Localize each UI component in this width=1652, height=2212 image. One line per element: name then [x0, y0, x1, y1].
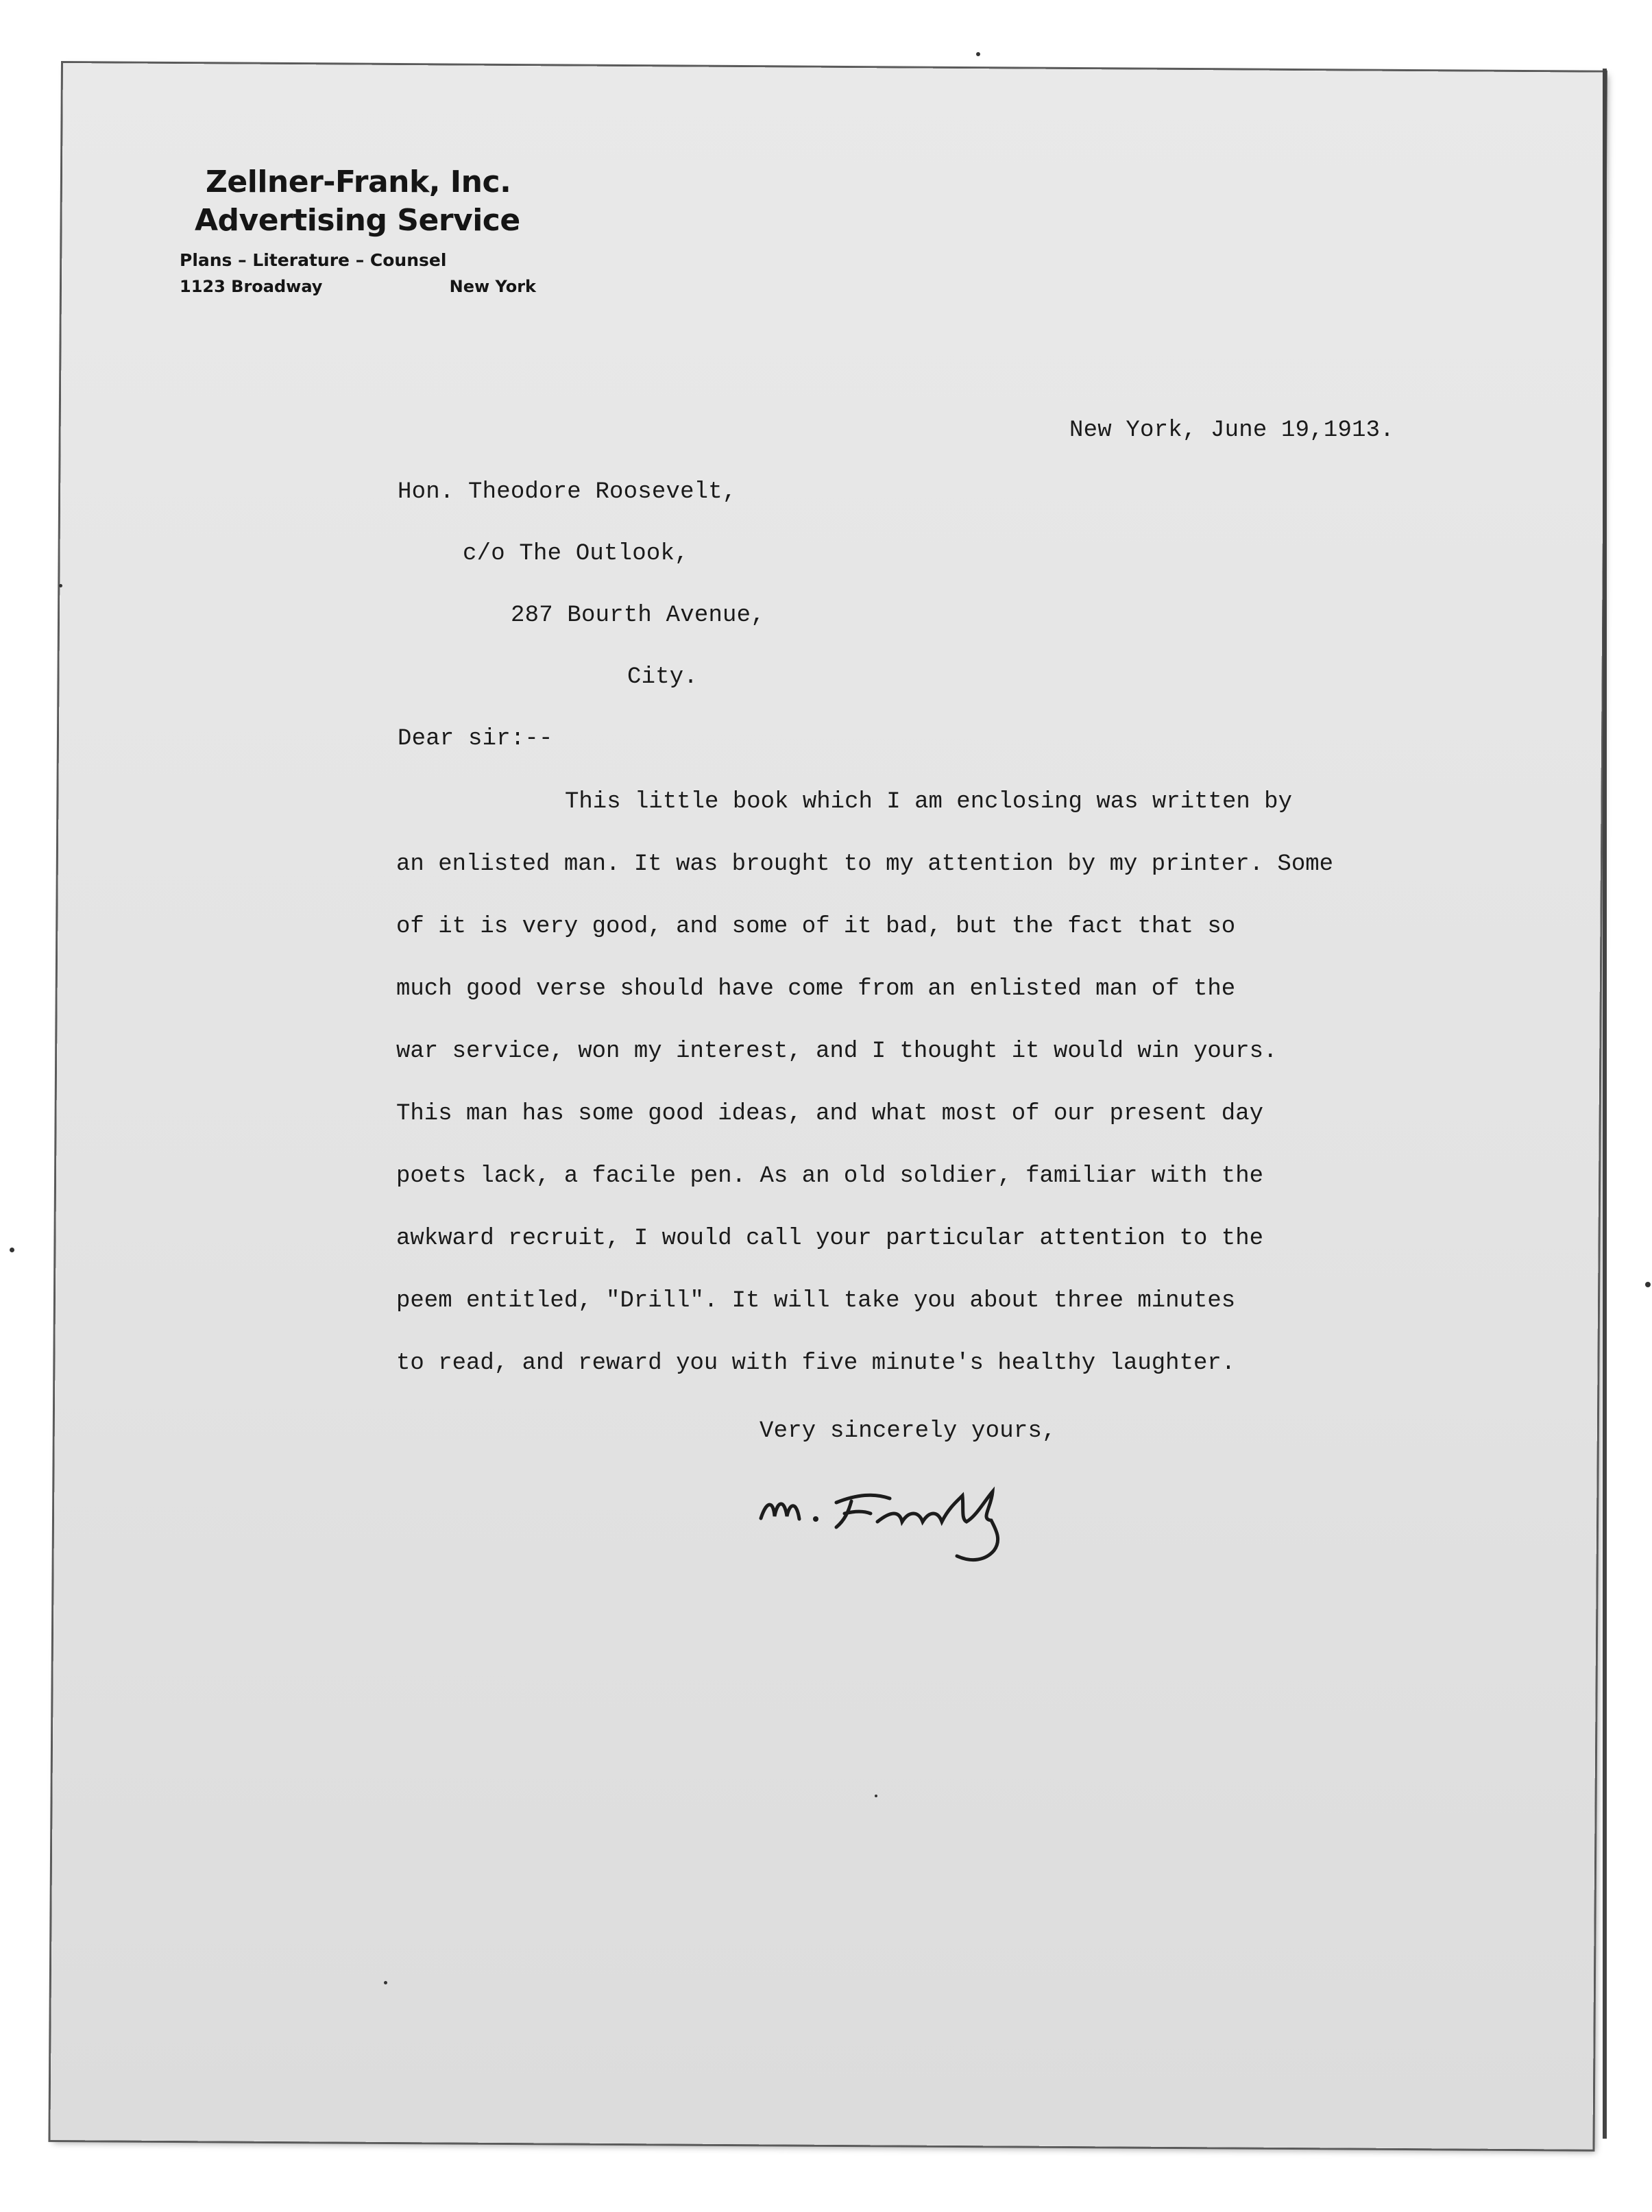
- recipient-street: 287 Bourth Avenue,: [511, 603, 765, 629]
- body-line: to read, and reward you with five minute's healthy laughter.: [396, 1350, 1236, 1376]
- film-speck: [976, 52, 980, 56]
- body-line: awkward recruit, I would call your particular attention to the: [396, 1226, 1264, 1252]
- letterhead-street: 1123 Broadway: [180, 277, 323, 296]
- body-line: much good verse should have come from an enlisted man of the: [396, 976, 1236, 1002]
- film-speck: [384, 1981, 387, 1984]
- closing: Very sincerely yours,: [760, 1418, 1056, 1444]
- body-line: an enlisted man. It was brought to my attention by my printer. Some: [396, 851, 1334, 877]
- sheet-edge-shadow: [1603, 69, 1607, 2139]
- body-line: poets lack, a facile pen. As an old soldier, familiar with the: [396, 1163, 1264, 1189]
- body-line: peem entitled, "Drill". It will take you about three minutes: [396, 1288, 1236, 1314]
- dateline: New York, June 19,1913.: [1069, 417, 1394, 443]
- film-speck: [875, 1795, 877, 1797]
- letterhead-tagline: Plans – Literature – Counsel: [180, 250, 447, 270]
- recipient-city: City.: [627, 664, 699, 690]
- body-line: This man has some good ideas, and what most of our present day: [396, 1101, 1264, 1127]
- letterhead-city: New York: [449, 277, 536, 296]
- recipient-name: Hon. Theodore Roosevelt,: [398, 479, 737, 505]
- letter-body: [396, 788, 1333, 1412]
- handwritten-signature: [754, 1453, 1056, 1563]
- letterhead-service: Advertising Service: [195, 203, 520, 238]
- body-line: This little book which I am enclosing was written by: [565, 789, 1292, 815]
- recipient-care-of: c/o The Outlook,: [463, 541, 689, 567]
- salutation: Dear sir:--: [398, 726, 553, 752]
- film-speck: [10, 1248, 14, 1252]
- body-line: of it is very good, and some of it bad, but the fact that so: [396, 914, 1236, 940]
- letterhead: [180, 163, 563, 297]
- letterhead-address: [180, 276, 536, 297]
- film-speck: [59, 584, 62, 587]
- film-speck: [1645, 1282, 1651, 1287]
- letterhead-company: Zellner-Frank, Inc.: [206, 165, 511, 199]
- body-line: war service, won my interest, and I thought it would win yours.: [396, 1038, 1278, 1065]
